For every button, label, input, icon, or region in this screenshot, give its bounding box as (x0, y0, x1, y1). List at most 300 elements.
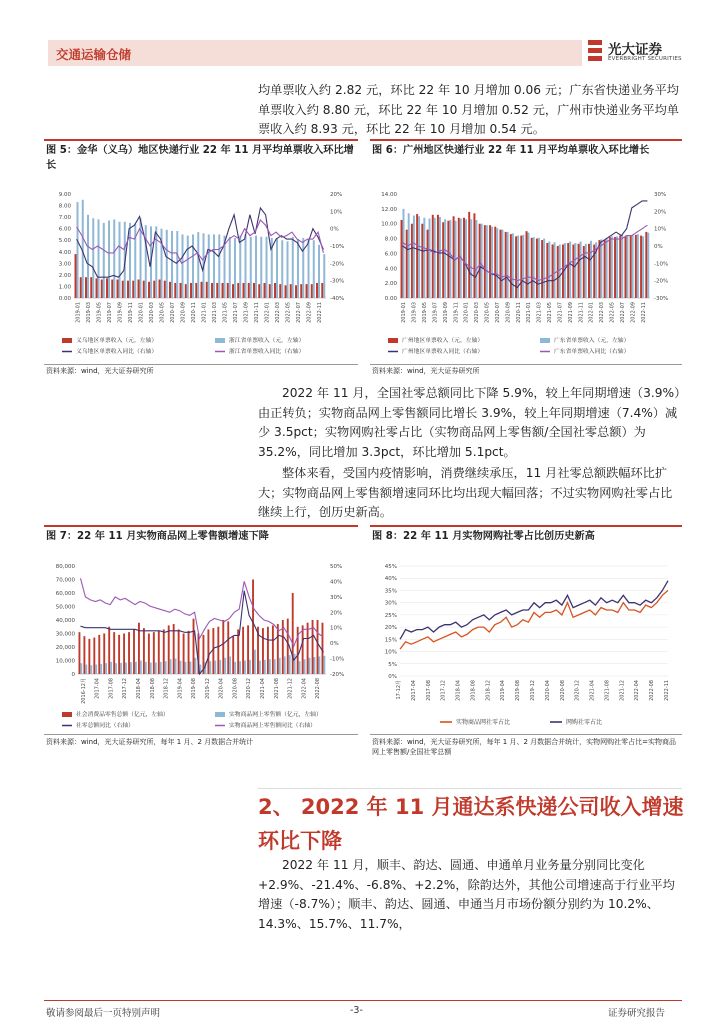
fig6-bar-1 (447, 221, 449, 298)
fig5-bar-2 (234, 238, 236, 298)
fig5-bar-1 (159, 280, 161, 298)
fig6-legend-label: 广州地区单票收入同比（右轴） (402, 349, 484, 355)
fig6-bar-2 (501, 230, 503, 298)
fig6-x-tick: 2020-01 (463, 302, 470, 323)
fig5-x-tick: 2019-11 (127, 302, 134, 323)
fig7-bar-1 (163, 629, 165, 674)
fig8-x-tick: 2022-08 (649, 680, 656, 701)
fig7-bar-1 (108, 627, 110, 674)
fig7-x-tick: 2020-12 (246, 678, 253, 699)
fig5-rule (44, 139, 358, 141)
fig7-yright-tick: 0% (330, 641, 339, 648)
fig5-x-tick: 2019-09 (117, 302, 124, 323)
fig8-x-tick: 2017-12 (440, 680, 447, 701)
fig6-x-tick: 2021-01 (526, 302, 533, 323)
fig6-bar-2 (616, 236, 618, 298)
fig8-x-tick: 2019-12 (530, 680, 536, 701)
fig7-bar-2 (304, 659, 306, 674)
fig7-bar-2 (85, 665, 87, 674)
fig7-bar-2 (90, 665, 92, 674)
fig6-bar-1 (505, 232, 507, 298)
fig7-bar-2 (318, 656, 320, 674)
fig7-bar-2 (284, 656, 286, 674)
fig5-bar-1 (85, 277, 87, 298)
logo-english-name: EVERBRIGHT SECURITIES (608, 56, 682, 62)
fig7-bar-1 (178, 629, 180, 674)
fig5-bar-1 (127, 281, 129, 298)
fig5-bar-1 (190, 283, 192, 298)
fig6-bar-1 (421, 224, 423, 298)
fig7-bar-1 (133, 629, 135, 674)
fig5-bar-1 (180, 283, 182, 298)
fig7-bar-2 (185, 662, 187, 674)
fig5-bar-1 (206, 282, 208, 298)
fig5-yleft-tick: 6.00 (58, 226, 71, 233)
fig6-rule (370, 139, 682, 141)
fig6-x-tick: 2020-07 (494, 302, 501, 323)
fig5-bar-1 (279, 284, 281, 298)
fig6-yright-tick: 30% (654, 192, 667, 198)
fig7-x-tick: 2021-12 (287, 678, 294, 699)
fig5-bar-1 (295, 285, 297, 298)
fig6-bar-1 (489, 225, 491, 298)
fig5-x-tick: 2020-11 (190, 302, 197, 323)
fig5-x-tick: 2020-03 (148, 302, 155, 323)
fig6-bar-2 (590, 241, 592, 298)
fig7-bar-2 (239, 661, 241, 674)
fig7-bar-2 (130, 662, 132, 674)
fig7-bar-1 (173, 624, 175, 674)
fig8-legend-label: 网购社零占比 (566, 719, 603, 726)
fig6-bar-1 (552, 245, 554, 298)
fig7-bar-1 (207, 629, 209, 674)
fig5-bar-1 (300, 284, 302, 298)
fig6-bar-1 (526, 231, 528, 298)
fig6-yleft-tick: 10.00 (381, 221, 397, 228)
fig6-yleft-tick: 14.00 (381, 192, 397, 198)
fig6-bar-1 (479, 224, 481, 298)
fig6-x-tick: 2021-05 (547, 302, 554, 323)
fig6-bar-1 (619, 236, 621, 298)
fig6-legend-label: 广东省单票收入（元，左轴） (554, 338, 630, 344)
fig6-yright-tick: 10% (654, 226, 667, 233)
fig5-bar-1 (269, 284, 271, 298)
fig6-bar-2 (600, 239, 602, 298)
fig7-legend-label: 实物商品网上零售额（亿元，左轴） (229, 712, 322, 718)
fig7-bar-2 (299, 661, 301, 674)
fig6-bar-1 (567, 243, 569, 298)
fig7-bar-1 (113, 632, 115, 674)
fig7-bar-2 (105, 663, 107, 674)
fig8-x-tick: 2019-04 (500, 680, 507, 701)
fig5-x-tick: 2022-05 (285, 302, 292, 323)
fig7-bar-1 (222, 620, 224, 674)
fig5-bar-2 (250, 237, 252, 298)
fig7-bar-2 (259, 661, 261, 675)
fig8-x-tick: 2019-08 (515, 680, 522, 701)
fig6-x-tick: 2021-07 (557, 302, 564, 323)
fig7-bar-1 (153, 632, 155, 674)
fig5-yright-tick: -30% (330, 278, 345, 285)
fig5-source: 资料来源：wind，光大证券研究所 (46, 367, 154, 375)
fig7-bar-1 (98, 635, 100, 674)
fig6-x-tick: 2021-11 (578, 302, 585, 323)
fig7-x-tick: 2016-12月 (80, 678, 87, 704)
fig5-bar-1 (101, 280, 103, 298)
fig7-legend-label: 社零总额同比（右轴） (76, 723, 134, 729)
fig8-y-tick: 45% (384, 564, 397, 570)
fig7-bar-2 (95, 665, 97, 674)
fig5-bar-2 (145, 225, 147, 298)
fig5-legend-label: 浙江省单票收入同比（右轴） (229, 349, 305, 355)
fig6-legend-label: 广东省单票收入同比（右轴） (554, 349, 630, 355)
fig5-bar-2 (119, 222, 121, 298)
fig6-bar-2 (533, 237, 535, 298)
fig6-bar-1 (614, 237, 616, 298)
fig5-bar-1 (164, 281, 166, 298)
fig5-bar-2 (77, 202, 79, 298)
fig5-bar-1 (243, 283, 245, 298)
fig5-yright-tick: -40% (330, 296, 345, 302)
fig6-bar-2 (429, 219, 431, 298)
fig5-legend-swatch (215, 338, 225, 343)
fig5-yright-tick: 0% (330, 226, 339, 233)
fig5-bar-2 (302, 238, 304, 298)
fig6-yleft-tick: 0.00 (384, 296, 397, 302)
fig7-legend-label: 实物商品网上零售额同比（右轴） (229, 723, 316, 729)
fig5-bar-2 (287, 241, 289, 298)
fig5-x-tick: 2020-05 (159, 302, 166, 323)
fig5-x-tick: 2021-01 (201, 302, 208, 323)
fig6-bar-1 (604, 240, 606, 298)
fig7-bar-2 (244, 661, 246, 675)
fig5-yleft-tick: 3.00 (58, 261, 71, 268)
fig6-bar-1 (484, 225, 486, 298)
fig5-bar-1 (211, 283, 213, 298)
fig7-bar-1 (183, 634, 185, 675)
fig7-bar-1 (317, 620, 319, 674)
fig5-bar-1 (306, 284, 308, 298)
fig7-bar-2 (145, 662, 147, 674)
fig7-bar-2 (100, 664, 102, 674)
fig5-bar-2 (239, 236, 241, 298)
fig6-x-tick: 2019-09 (442, 302, 449, 323)
fig7-legend-label: 社会消费品零售总额（亿元，左轴） (76, 712, 169, 718)
fig8-x-tick: 17-12月 (396, 680, 402, 700)
fig7-yright-tick: 20% (330, 610, 343, 617)
fig5-bar-2 (318, 245, 320, 298)
fig5-x-tick: 2019-01 (75, 302, 82, 323)
fig6-x-tick: 2019-01 (401, 302, 408, 323)
fig6-legend-label: 广州地区单票收入（元，左轴） (402, 338, 484, 344)
fig7-bar-1 (93, 638, 95, 674)
fig5-bar-2 (281, 240, 283, 298)
fig7-yleft-tick: 20,000 (55, 645, 75, 651)
fig5-bar-1 (106, 278, 108, 298)
fig5-yleft-tick: 2.00 (58, 272, 71, 279)
fig5-bar-1 (132, 281, 134, 298)
fig6-bar-2 (423, 218, 425, 298)
fig5-legend-label: 义乌地区单票收入同比（右轴） (76, 349, 158, 355)
fig6-bar-1 (630, 236, 632, 298)
fig8-line-1 (400, 590, 668, 649)
fig6-bar-1 (468, 212, 470, 298)
fig6-bar-1 (572, 245, 574, 298)
fig8-y-tick: 0% (388, 674, 397, 680)
fig6-bar-2 (621, 235, 623, 298)
fig6-bar-2 (439, 217, 441, 298)
fig5-bar-1 (195, 283, 197, 298)
fig7-bar-1 (83, 636, 85, 674)
fig5-bar-1 (90, 277, 92, 298)
fig6-bar-1 (598, 240, 600, 298)
fig6-bar-1 (635, 235, 637, 298)
fig6-bar-2 (543, 239, 545, 298)
fig5-bar-1 (227, 283, 229, 298)
fig5-bar-2 (297, 239, 299, 298)
fig7-yleft-tick: 30,000 (55, 631, 75, 638)
fig6-bar-1 (624, 236, 626, 298)
paragraph-retail: 2022 年 11 月，全国社零总额同比下降 5.9%，较上年同期增速（3.9%）由正转负；实物商品网上零售额同比增长 3.9%，较上年同期增速（7.4%）减少 3.5pct；实物网购社零占比（实物商品网上零售额/全国社零总额）为 35.2%，同比增加 3.3pct，环比增加 5.1pct。 (258, 386, 681, 459)
fig6-bar-2 (606, 238, 608, 298)
fig7-bar-1 (307, 623, 309, 674)
fig7-bar-2 (80, 663, 82, 674)
fig8-source: 资料来源：wind，光大证券研究所，每年 1 月、2 月数据合并统计，实物网购社零占比=实物商品网上零售额/全国社零总额 (372, 738, 676, 756)
fig7-yright-tick: 10% (330, 625, 343, 632)
fig8-legend-label: 实物商品网社零占比 (456, 719, 511, 726)
fig6-bar-2 (481, 224, 483, 298)
fig6-title: 图 6：广州地区快递行业 22 年 11 月平均单票收入环比增长 (372, 145, 650, 156)
fig5-x-tick: 2020-01 (138, 302, 145, 323)
fig5-bar-1 (153, 281, 155, 298)
fig6-x-tick: 2022-03 (599, 302, 606, 323)
fig5-bar-1 (201, 282, 203, 298)
fig7-bar-2 (224, 658, 226, 674)
fig6-x-tick: 2022-01 (588, 302, 595, 323)
fig6-yleft-tick: 12.00 (381, 206, 397, 213)
fig5-bar-1 (96, 278, 98, 298)
fig7-yleft-tick: 70,000 (55, 577, 75, 584)
fig6-bar-1 (536, 239, 538, 298)
fig7-x-tick: 2022-08 (315, 678, 322, 699)
fig5-bar-2 (313, 240, 315, 298)
fig6-yleft-tick: 4.00 (384, 266, 397, 273)
fig6-bar-1 (463, 218, 465, 298)
fig5-bar-2 (323, 254, 325, 298)
fig7-chart (44, 556, 358, 732)
fig7-bar-1 (232, 636, 234, 674)
fig5-bar-2 (87, 215, 89, 298)
fig6-bar-2 (486, 225, 488, 298)
fig7-bar-1 (272, 625, 274, 674)
fig7-x-tick: 2018-12 (163, 678, 170, 699)
fig7-x-tick: 2020-08 (232, 678, 239, 699)
fig8-x-tick: 2017-08 (425, 680, 432, 701)
fig6-bar-1 (640, 236, 642, 298)
fig5-bar-2 (129, 223, 131, 298)
fig5-yright-tick: -20% (330, 261, 345, 268)
fig6-yright-tick: 20% (654, 209, 667, 216)
fig5-bar-1 (285, 285, 287, 298)
fig5-chart (44, 182, 358, 360)
fig8-x-tick: 2020-08 (559, 680, 566, 701)
fig5-bar-1 (316, 283, 318, 298)
fig8-y-tick: 35% (384, 588, 397, 595)
fig6-bar-2 (538, 238, 540, 298)
fig6-x-tick: 2022-11 (640, 302, 647, 323)
fig8-x-tick: 2022-04 (634, 680, 641, 701)
fig5-x-tick: 2022-09 (306, 302, 313, 323)
fig5-legend-swatch (62, 338, 72, 343)
fig5-bar-2 (187, 236, 189, 298)
fig5-bar-1 (122, 281, 124, 298)
footer-disclaimer[interactable]: 敬请参阅最后一页特别声明 (46, 1008, 161, 1019)
fig8-rule (370, 525, 682, 527)
fig7-bar-1 (148, 634, 150, 675)
fig5-bar-1 (290, 284, 292, 298)
fig7-bar-2 (269, 659, 271, 674)
fig7-bar-2 (165, 661, 167, 674)
fig7-bar-2 (234, 662, 236, 674)
fig5-yright-tick: 10% (330, 209, 343, 216)
fig5-bar-1 (216, 283, 218, 298)
fig7-bar-2 (194, 658, 196, 674)
fig5-bar-2 (155, 226, 157, 298)
fig5-x-tick: 2021-09 (243, 302, 250, 323)
intro-paragraph: 均单票收入约 2.82 元，环比 22 年 10 月增加 0.06 元；广东省快递业务平均单票收入约 8.80 元，环比 22 年 10 月增加 0.52 元，广州市快递业务平均单票收入约 8.93 元，环比 22 年 10 月增加 0.54 元。 (258, 83, 679, 136)
fig6-bar-1 (494, 227, 496, 298)
fig7-yleft-tick: 80,000 (55, 564, 75, 570)
fig8-y-tick: 10% (384, 649, 397, 656)
fig5-yleft-tick: 5.00 (58, 238, 71, 245)
fig6-x-tick: 2019-03 (411, 302, 418, 323)
fig5-bar-2 (208, 234, 210, 298)
fig5-x-tick: 2019-03 (85, 302, 92, 323)
fig7-yright-tick: -20% (330, 672, 345, 678)
fig6-bar-1 (432, 215, 434, 298)
fig7-x-tick: 2017-12 (122, 678, 129, 699)
fig8-x-tick: 2021-08 (604, 680, 611, 701)
fig5-bar-1 (111, 280, 113, 298)
fig7-bar-2 (323, 656, 325, 674)
fig7-bar-2 (249, 660, 251, 674)
fig8-y-tick: 30% (384, 600, 397, 607)
fig6-bar-2 (611, 236, 613, 298)
fig6-bar-1 (473, 213, 475, 298)
fig6-x-tick: 2019-07 (432, 302, 439, 323)
fig7-bar-1 (123, 634, 125, 675)
fig7-bar-2 (190, 662, 192, 674)
fig8-y-tick: 5% (388, 661, 397, 668)
fig7-bar-2 (150, 663, 152, 674)
logo-mark-icon (588, 40, 602, 62)
fig5-yleft-tick: 1.00 (58, 284, 71, 291)
fig5-bar-1 (80, 277, 82, 298)
fig8-x-tick: 2020-12 (574, 680, 581, 701)
fig6-bar-2 (475, 220, 477, 298)
fig6-x-tick: 2022-07 (619, 302, 626, 323)
fig6-bar-2 (580, 242, 582, 298)
fig5-legend-label: 浙江省单票收入（元，左轴） (229, 338, 305, 344)
fig6-bar-1 (416, 214, 418, 298)
fig8-x-tick: 2017-04 (410, 680, 417, 701)
fig5-bar-2 (192, 234, 194, 298)
fig8-bottom-rule (370, 732, 682, 735)
fig6-bar-1 (520, 236, 522, 298)
fig5-bar-2 (276, 238, 278, 298)
fig5-x-tick: 2022-03 (274, 302, 281, 323)
fig7-title: 图 7：22 年 11 月实物商品网上零售额增速下降 (46, 531, 269, 542)
fig5-x-tick: 2021-05 (222, 302, 229, 323)
fig7-x-tick: 2017-08 (108, 678, 115, 699)
fig7-bar-2 (140, 661, 142, 675)
fig8-x-tick: 2018-12 (485, 680, 492, 701)
fig5-bottom-rule (44, 360, 358, 365)
fig6-bar-2 (418, 216, 420, 298)
fig7-bar-1 (217, 627, 219, 674)
fig7-bar-2 (155, 662, 157, 674)
fig8-y-tick: 40% (384, 576, 397, 583)
fig6-bar-2 (470, 219, 472, 298)
fig5-bar-1 (117, 280, 119, 298)
fig5-yleft-tick: 0.00 (58, 296, 71, 302)
fig7-bar-1 (118, 635, 120, 674)
section2-title: 2、 2022 年 11 月通达系快递公司收入增速环比下降 (258, 795, 684, 853)
fig6-bar-2 (559, 245, 561, 298)
fig6-bar-2 (403, 209, 405, 298)
fig5-bar-2 (308, 239, 310, 298)
fig5-bar-2 (98, 219, 100, 298)
fig5-bar-1 (185, 284, 187, 298)
header-section-bar (48, 40, 582, 66)
fig8-x-tick: 2022-11 (664, 680, 670, 701)
fig7-bar-1 (212, 628, 214, 674)
fig5-bar-2 (92, 218, 94, 298)
logo-name: 光大证券 (608, 42, 662, 58)
fig5-x-tick: 2021-07 (232, 302, 239, 323)
fig5-bar-2 (113, 219, 115, 298)
fig6-x-tick: 2021-03 (536, 302, 543, 323)
fig8-x-tick: 2020-04 (544, 680, 551, 701)
fig6-yleft-tick: 6.00 (384, 251, 397, 258)
fig7-yleft-tick: 0 (71, 672, 75, 678)
fig7-bar-1 (322, 623, 324, 674)
fig7-bar-1 (227, 621, 229, 674)
fig5-bar-1 (222, 283, 224, 298)
fig7-bar-1 (188, 631, 190, 674)
fig5-yright-tick: -10% (330, 244, 345, 250)
fig6-legend-swatch (540, 338, 550, 343)
fig5-bar-2 (171, 231, 173, 298)
fig6-x-tick: 2021-09 (567, 302, 574, 323)
fig7-x-tick: 2018-08 (149, 678, 156, 699)
fig7-bar-2 (170, 659, 172, 674)
fig5-bar-2 (182, 234, 184, 298)
fig8-y-tick: 15% (384, 637, 397, 644)
fig6-bar-2 (574, 243, 576, 298)
fig6-bar-1 (437, 215, 439, 298)
fig7-bottom-rule (44, 732, 358, 735)
fig5-yleft-tick: 8.00 (58, 203, 71, 210)
fig7-bar-1 (193, 619, 195, 674)
fig6-bar-2 (637, 234, 639, 298)
fig7-bar-1 (302, 625, 304, 674)
fig6-x-tick: 2020-05 (484, 302, 491, 323)
fig5-bar-1 (169, 282, 171, 298)
fig6-yleft-tick: 2.00 (384, 281, 397, 288)
fig6-x-tick: 2022-05 (609, 302, 616, 323)
fig7-bar-1 (277, 624, 279, 674)
